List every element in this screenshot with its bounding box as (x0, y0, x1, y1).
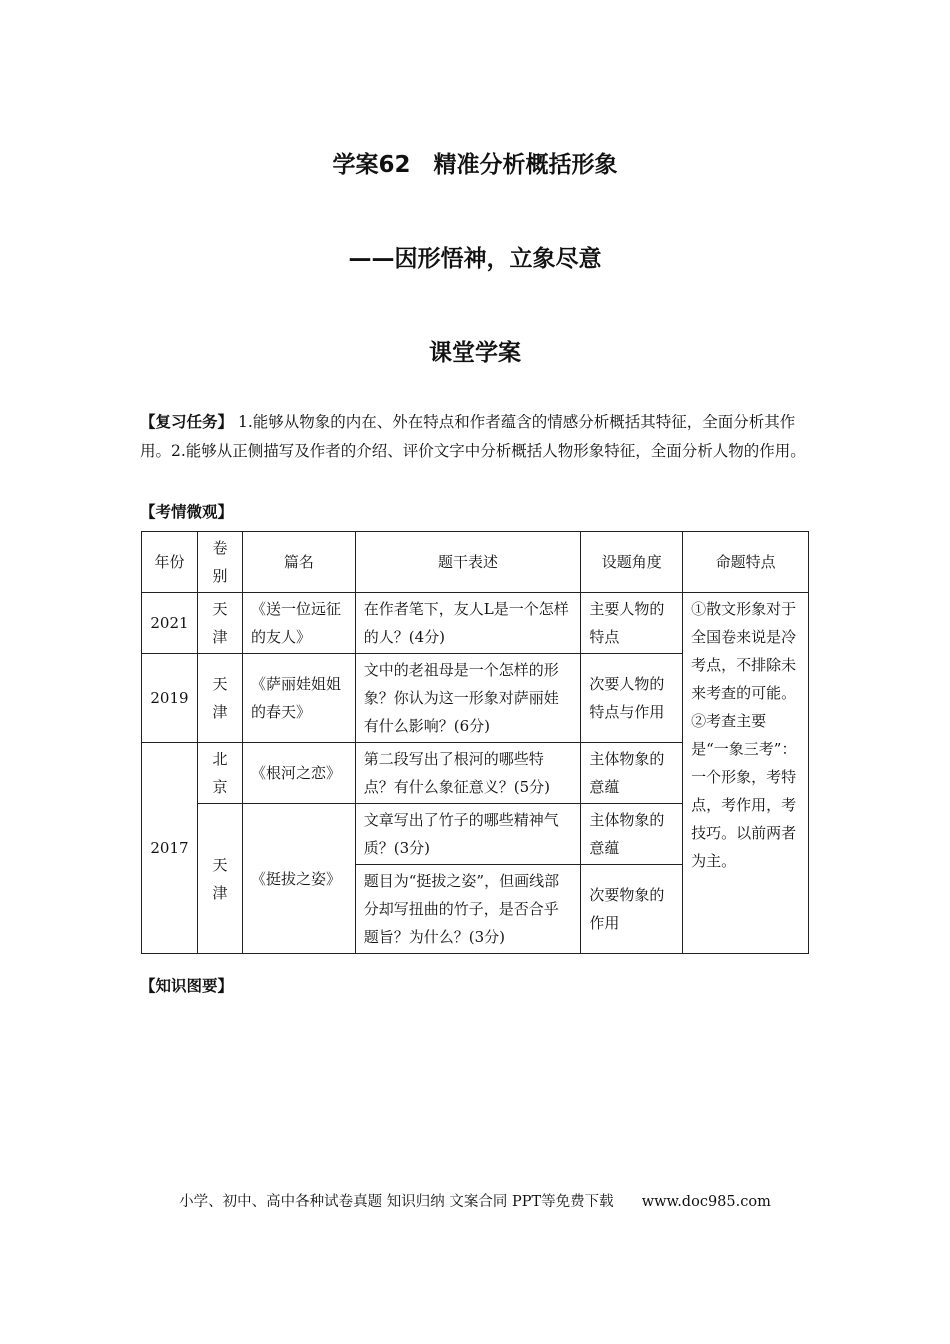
cell-paper: 天津 (197, 593, 242, 654)
footer-link[interactable]: www.doc985.com (641, 1194, 771, 1210)
header-paper: 卷别 (197, 532, 242, 593)
cell-question: 题目为“挺拔之姿”，但画线部分却写扭曲的竹子，是否合乎题旨？为什么？(3分) (355, 865, 581, 954)
footer (0, 1190, 950, 1211)
cell-angle: 次要物象的作用 (581, 865, 683, 954)
header-angle: 设题角度 (581, 532, 683, 593)
cell-angle: 次要人物的特点与作用 (581, 654, 683, 743)
review-task (140, 408, 812, 466)
cell-paper: 天津 (197, 804, 242, 954)
cell-year: 2019 (142, 654, 198, 743)
cell-article: 《根河之恋》 (242, 743, 355, 804)
cell-article: 《挺拔之姿》 (242, 804, 355, 954)
cell-article: 《萨丽娃姐姐的春天》 (242, 654, 355, 743)
header-article: 篇名 (242, 532, 355, 593)
page-title: 学案62 精准分析概括形象 (332, 152, 618, 178)
cell-article: 《送一位远征的友人》 (242, 593, 355, 654)
table-header-row (142, 532, 809, 593)
cell-paper: 北京 (197, 743, 242, 804)
cell-question: 第二段写出了根河的哪些特点？有什么象征意义？(5分) (355, 743, 581, 804)
cell-year: 2017 (142, 743, 198, 954)
cell-question: 文章写出了竹子的哪些精神气质？(3分) (355, 804, 581, 865)
cell-features: ①散文形象对于全国卷来说是冷考点，不排除未来考查的可能。②考查主要是“一象三考”：一个形象，考特点，考作用，考技巧。以前两者为主。 (683, 593, 809, 954)
knowledge-heading: 【知识图要】 (140, 977, 234, 995)
review-task-text: 1.能够从物象的内在、外在特点和作者蕴含的情感分析概括其特征，全面分析其作用。2.能够从正侧描写及作者的介绍、评价文字中分析概括人物形象特征，全面分析人物的作用。 (140, 413, 806, 460)
cell-angle: 主体物象的意蕴 (581, 804, 683, 865)
footer-text: 小学、初中、高中各种试卷真题 知识归纳 文案合同 PPT等免费下载 (179, 1194, 614, 1210)
cell-question: 在作者笔下，友人L是一个怎样的人？(4分) (355, 593, 581, 654)
header-question: 题干表述 (355, 532, 581, 593)
page-subtitle: ——因形悟神，立象尽意 (348, 246, 602, 272)
cell-year: 2021 (142, 593, 198, 654)
header-year: 年份 (142, 532, 198, 593)
exam-heading: 【考情微观】 (140, 503, 234, 521)
cell-angle: 主体物象的意蕴 (581, 743, 683, 804)
header-features: 命题特点 (683, 532, 809, 593)
cell-paper: 天津 (197, 654, 242, 743)
exam-table (141, 531, 809, 954)
table-row (142, 593, 809, 654)
cell-angle: 主要人物的特点 (581, 593, 683, 654)
review-task-tag: 【复习任务】 (140, 413, 234, 431)
section-title: 课堂学案 (429, 340, 521, 366)
cell-question: 文中的老祖母是一个怎样的形象？你认为这一形象对萨丽娃有什么影响？(6分) (355, 654, 581, 743)
